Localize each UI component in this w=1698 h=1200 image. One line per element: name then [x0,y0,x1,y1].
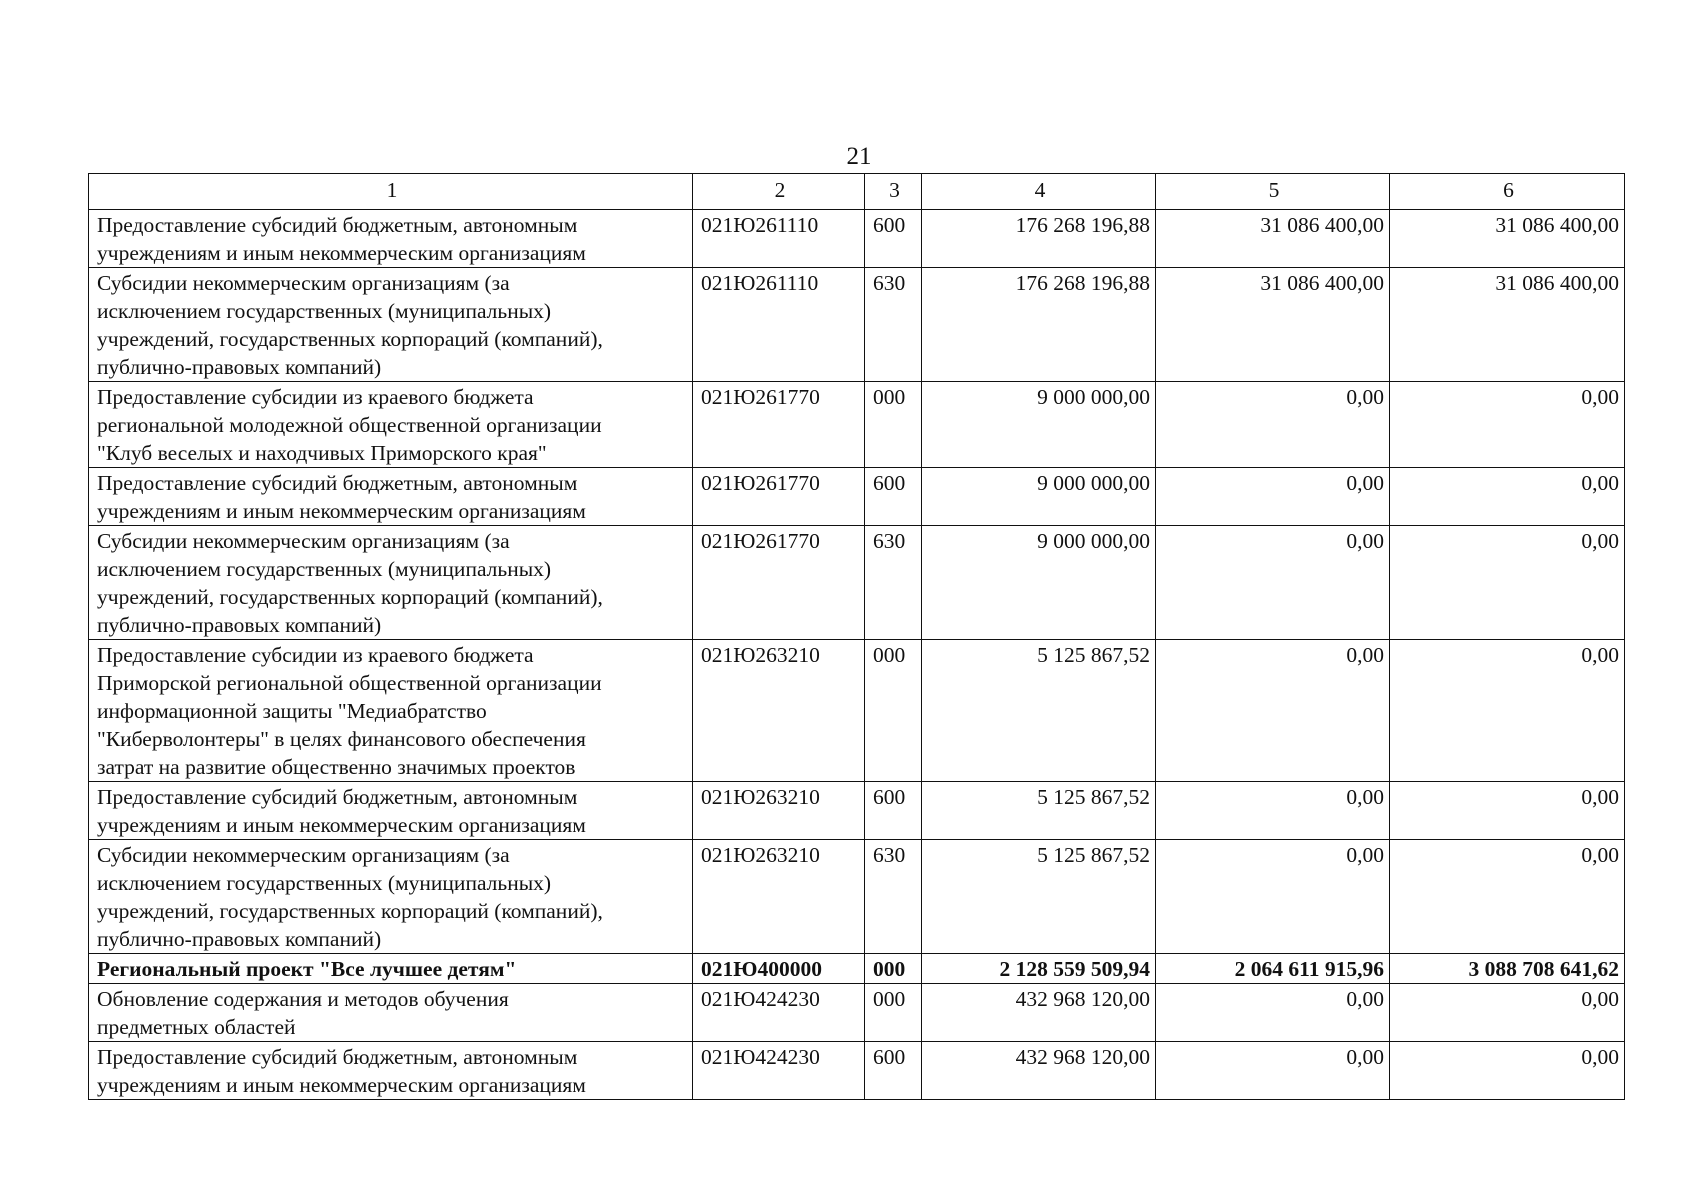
row-amount-col6: 31 086 400,00 [1390,210,1625,268]
table-row-section [89,954,1625,984]
row-name-line: учреждениям и иным некоммерческим организациям [97,813,586,837]
row-code-cell: 021Ю424230 [693,984,865,1042]
row-amount-col4: 176 268 196,88 [922,210,1156,268]
row-name-line: публично-правовых компаний) [97,355,382,379]
header-col-2: 2 [693,174,865,210]
table-row [89,382,1625,468]
row-name-line: учреждениям и иным некоммерческим организациям [97,1073,586,1097]
row-name-line: Предоставление субсидии из краевого бюджета [97,643,534,667]
row-code-cell: 021Ю263210 [693,640,865,782]
row-amount-col6: 0,00 [1390,1042,1625,1100]
row-name-line: Обновление содержания и методов обучения [97,987,509,1011]
row-amount-col6: 0,00 [1390,526,1625,640]
row-name-line: "Клуб веселых и находчивых Приморского края" [97,441,547,465]
row-amount-col6: 0,00 [1390,840,1625,954]
row-name-line: Предоставление субсидии из краевого бюджета [97,385,534,409]
row-name-line: учреждениям и иным некоммерческим организациям [97,499,586,523]
row-name-line: Субсидии некоммерческим организациям (за [97,843,510,867]
table-row [89,210,1625,268]
row-name-line: учреждений, государственных корпораций (компаний), [97,585,603,609]
row-expense-type-cell: 600 [865,468,922,526]
row-amount-col4: 9 000 000,00 [922,382,1156,468]
row-name-line: Предоставление субсидий бюджетным, автономным [97,213,578,237]
row-expense-type-cell: 630 [865,840,922,954]
row-name-cell [89,984,693,1042]
row-amount-col6: 0,00 [1390,984,1625,1042]
row-amount-col5: 0,00 [1156,382,1390,468]
row-amount-col6: 3 088 708 641,62 [1390,954,1625,984]
row-code-cell: 021Ю261770 [693,468,865,526]
header-col-5: 5 [1156,174,1390,210]
row-name-line: Региональный проект "Все лучшее детям" [97,957,517,981]
row-expense-type-cell: 000 [865,640,922,782]
row-amount-col5: 0,00 [1156,782,1390,840]
row-amount-col5: 2 064 611 915,96 [1156,954,1390,984]
row-name-line: Предоставление субсидий бюджетным, автономным [97,471,578,495]
row-amount-col6: 0,00 [1390,382,1625,468]
row-name-line: затрат на развитие общественно значимых проектов [97,755,576,779]
row-name-line: информационной защиты "Медиабратство [97,699,487,723]
row-amount-col4: 432 968 120,00 [922,1042,1156,1100]
row-name-cell [89,640,693,782]
row-amount-col6: 31 086 400,00 [1390,268,1625,382]
row-amount-col4: 5 125 867,52 [922,840,1156,954]
row-amount-col4: 176 268 196,88 [922,268,1156,382]
row-amount-col5: 31 086 400,00 [1156,268,1390,382]
table-row [89,840,1625,954]
table-row [89,984,1625,1042]
row-name-line: учреждениям и иным некоммерческим организациям [97,241,586,265]
row-name-line: публично-правовых компаний) [97,613,382,637]
row-name-cell [89,526,693,640]
table-row [89,1042,1625,1100]
row-name-line: исключением государственных (муниципальных) [97,557,552,581]
row-name-line: Приморской региональной общественной организации [97,671,602,695]
row-expense-type-cell: 600 [865,1042,922,1100]
header-col-3: 3 [865,174,922,210]
row-name-line: Субсидии некоммерческим организациям (за [97,529,510,553]
row-amount-col6: 0,00 [1390,782,1625,840]
row-amount-col4: 2 128 559 509,94 [922,954,1156,984]
budget-table [88,173,1625,1100]
row-amount-col4: 9 000 000,00 [922,468,1156,526]
header-col-1: 1 [89,174,693,210]
table-row [89,468,1625,526]
row-amount-col6: 0,00 [1390,640,1625,782]
row-expense-type-cell: 630 [865,268,922,382]
row-expense-type-cell: 630 [865,526,922,640]
row-name-cell [89,840,693,954]
row-code-cell: 021Ю261110 [693,268,865,382]
row-code-cell: 021Ю261770 [693,526,865,640]
row-name-line: исключением государственных (муниципальных) [97,299,552,323]
row-expense-type-cell: 600 [865,782,922,840]
row-name-line: учреждений, государственных корпораций (компаний), [97,327,603,351]
row-amount-col4: 9 000 000,00 [922,526,1156,640]
page-number: 21 [846,143,872,170]
row-name-cell [89,782,693,840]
row-name-cell [89,1042,693,1100]
row-name-line: "Киберволонтеры" в целях финансового обеспечения [97,727,586,751]
row-code-cell: 021Ю261110 [693,210,865,268]
row-code-cell: 021Ю261770 [693,382,865,468]
row-amount-col6: 0,00 [1390,468,1625,526]
row-amount-col4: 5 125 867,52 [922,640,1156,782]
table-row [89,640,1625,782]
row-name-line: региональной молодежной общественной организации [97,413,602,437]
row-amount-col4: 432 968 120,00 [922,984,1156,1042]
row-amount-col5: 0,00 [1156,640,1390,782]
row-name-cell [89,954,693,984]
row-amount-col5: 0,00 [1156,468,1390,526]
row-expense-type-cell: 000 [865,954,922,984]
row-name-line: учреждений, государственных корпораций (компаний), [97,899,603,923]
row-name-cell [89,382,693,468]
row-amount-col4: 5 125 867,52 [922,782,1156,840]
table-header-row [89,174,1625,210]
row-amount-col5: 31 086 400,00 [1156,210,1390,268]
row-code-cell: 021Ю424230 [693,1042,865,1100]
row-name-line: публично-правовых компаний) [97,927,382,951]
row-amount-col5: 0,00 [1156,984,1390,1042]
row-code-cell: 021Ю263210 [693,782,865,840]
row-expense-type-cell: 000 [865,984,922,1042]
table-row [89,268,1625,382]
table-row [89,526,1625,640]
row-name-line: Предоставление субсидий бюджетным, автономным [97,785,578,809]
row-name-line: Предоставление субсидий бюджетным, автономным [97,1045,578,1069]
table-body [89,174,1625,1100]
row-name-line: исключением государственных (муниципальных) [97,871,552,895]
row-code-cell: 021Ю400000 [693,954,865,984]
row-expense-type-cell: 000 [865,382,922,468]
row-code-cell: 021Ю263210 [693,840,865,954]
row-amount-col5: 0,00 [1156,1042,1390,1100]
row-name-cell [89,468,693,526]
header-col-6: 6 [1390,174,1625,210]
header-col-4: 4 [922,174,1156,210]
row-name-cell [89,210,693,268]
row-amount-col5: 0,00 [1156,840,1390,954]
table-row [89,782,1625,840]
row-name-line: Субсидии некоммерческим организациям (за [97,271,510,295]
row-name-cell [89,268,693,382]
row-expense-type-cell: 600 [865,210,922,268]
row-amount-col5: 0,00 [1156,526,1390,640]
row-name-line: предметных областей [97,1015,296,1039]
